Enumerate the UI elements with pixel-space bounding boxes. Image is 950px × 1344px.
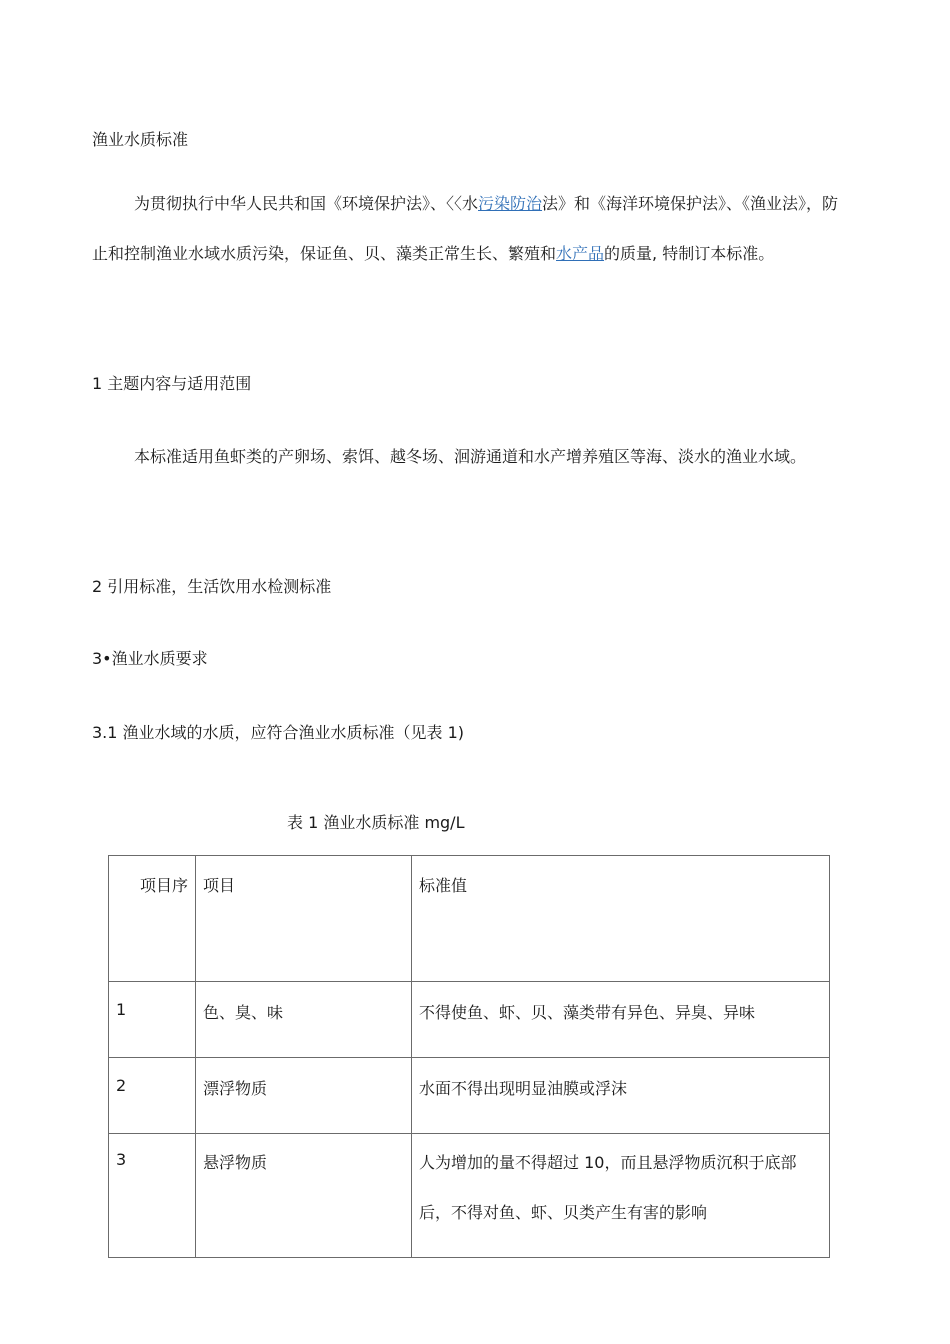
water-quality-table: [108, 855, 830, 1258]
cell-item: 漂浮物质: [196, 1058, 412, 1134]
table-row: [109, 982, 830, 1058]
intro-text-1: 为贯彻执行中华人民共和国《环境保护法》、〈〈水: [134, 194, 479, 213]
cell-seq: 1: [109, 982, 196, 1058]
header-seq: 项目序: [109, 856, 196, 982]
document-title: 渔业水质标准: [92, 130, 189, 149]
cell-seq: 3: [109, 1134, 196, 1258]
intro-text-2: 法》和《海洋环境保护法》、《渔业法》，防止和控制渔业水域水质污染，保证鱼、贝、藻类正常生长、繁殖和: [92, 194, 839, 263]
table-row: [109, 1058, 830, 1134]
section-1-body: 本标准适用鱼虾类的产卵场、索饵、越冬场、洄游通道和水产增养殖区等海、淡水的渔业水域。: [134, 447, 807, 466]
header-item: 项目: [196, 856, 412, 982]
section-3-1-heading: 3.1 渔业水域的水质，应符合渔业水质标准（见表 1): [92, 723, 465, 742]
table-header-row: [109, 856, 830, 982]
cell-item: 色、臭、味: [196, 982, 412, 1058]
cell-item: 悬浮物质: [196, 1134, 412, 1258]
cell-value-text: 人为增加的量不得超过 10，而且悬浮物质沉积于底部后，不得对鱼、虾、贝类产生有害的影响: [419, 1153, 797, 1222]
section-3-heading: 3•渔业水质要求: [92, 649, 208, 668]
section-1-heading: 1 主题内容与适用范围: [92, 374, 252, 393]
cell-seq: 2: [109, 1058, 196, 1134]
cell-value: 不得使鱼、虾、贝、藻类带有异色、异臭、异味: [412, 982, 830, 1058]
table-caption: 表 1 渔业水质标准 mg/L: [287, 813, 465, 832]
header-standard-value: 标准值: [412, 856, 830, 982]
intro-paragraph: [92, 179, 852, 279]
cell-value: [412, 1134, 830, 1258]
section-2-heading: 2 引用标准，生活饮用水检测标准: [92, 577, 332, 596]
link-aquatic-products[interactable]: 水产品: [556, 244, 605, 263]
table-row: [109, 1134, 830, 1258]
intro-text-3: 的质量, 特制订本标准。: [604, 244, 775, 263]
cell-value: 水面不得出现明显油膜或浮沫: [412, 1058, 830, 1134]
link-pollution-prevention[interactable]: 污染防治: [478, 194, 543, 213]
